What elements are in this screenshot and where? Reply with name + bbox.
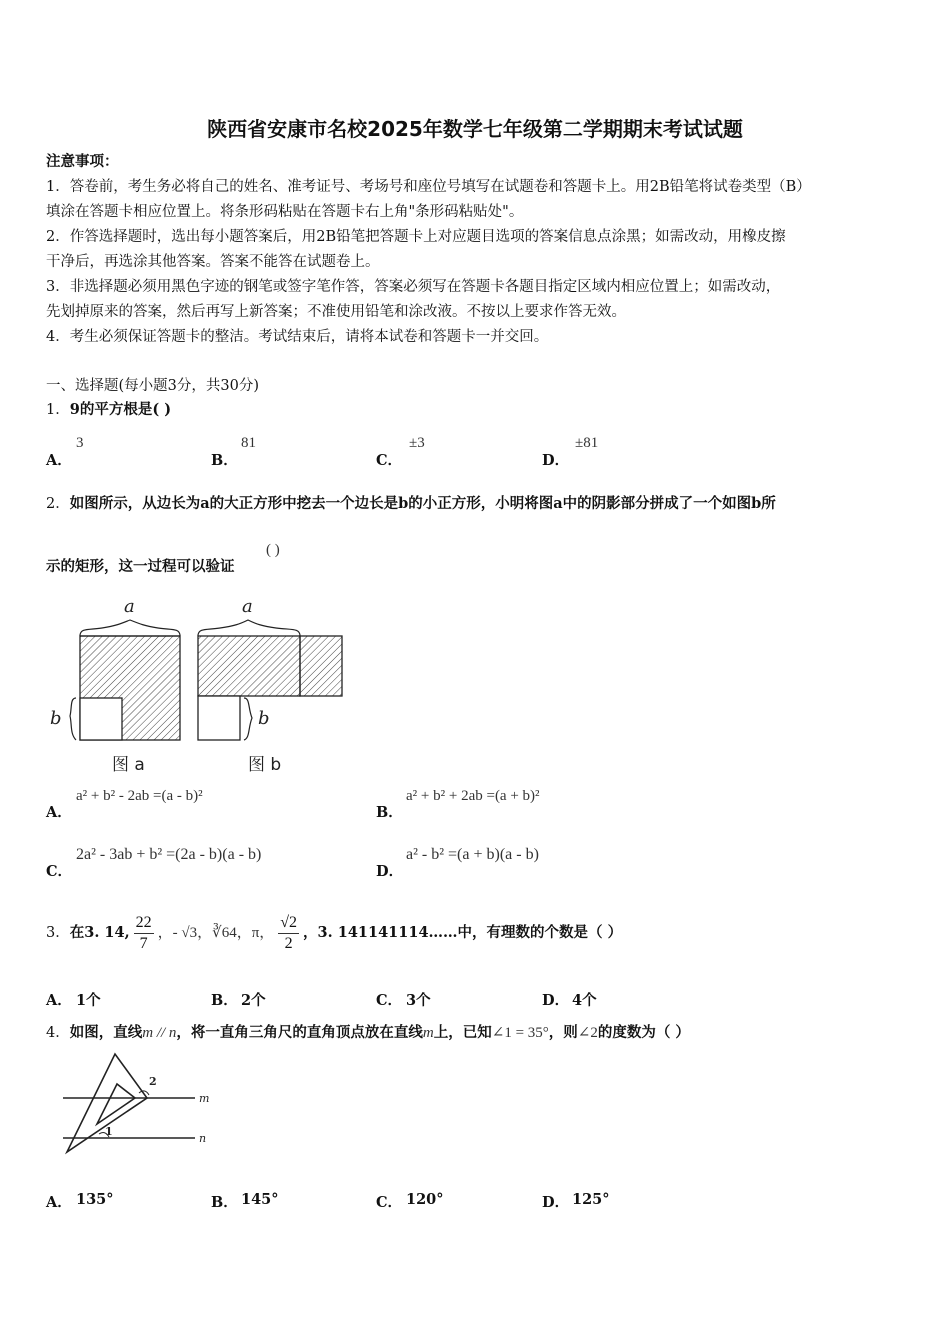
notice-line: 1．答卷前，考生务必将自己的姓名、准考证号、考场号和座位号填写在试题卷和答题卡上。用2B铅笔将试卷类型（B） (46, 179, 811, 195)
option-label: B． (211, 1194, 238, 1211)
option-c: ±3 (409, 435, 425, 451)
fraction-sqrt2-2: $\frac{√2}{2}$ (280, 913, 298, 952)
notice-line: 干净后，再选涂其他答案。答案不能答在试题卷上。 (46, 254, 380, 270)
question-stem: 9的平方根是( ) (69, 401, 172, 418)
math-m-parallel-n: m // n (142, 1025, 177, 1041)
label-b: b (50, 708, 62, 729)
section-heading: 一、选择题(每小题3分，共30分) (46, 378, 259, 394)
option-label: D． (542, 992, 570, 1009)
question-number: 4． (46, 1025, 70, 1041)
option-b: 2个 (241, 992, 266, 1009)
option-a: 3 (76, 435, 84, 451)
option-label: A． (46, 1194, 72, 1211)
angle-label-2: 2 (149, 1075, 157, 1088)
option-label: A． (46, 804, 72, 821)
option-d: a² - b² =(a + b)(a - b) (406, 846, 539, 863)
question-2 (46, 494, 776, 514)
option-label: D． (542, 452, 570, 469)
option-label: D． (542, 1194, 570, 1211)
option-label: B． (376, 804, 403, 821)
notice-line: 先划掉原来的答案，然后再写上新答案；不准使用铅笔和涂改液。不按以上要求作答无效。 (46, 304, 626, 320)
notice-line: 填涂在答题卡相应位置上。将条形码粘贴在答题卡右上角"条形码粘贴处"。 (46, 204, 524, 220)
question-stem: 如图所示，从边长为a的大正方形中挖去一个边长是b的小正方形，小明将图a中的阴影部分拼成了一个如图b所 (69, 495, 776, 512)
option-a: 1个 (76, 992, 101, 1009)
option-d: 125° (572, 1191, 610, 1208)
question-stem: 在3. 14, (69, 924, 130, 941)
fraction-22-7: $\frac{22}{7}$ (135, 913, 152, 952)
figure-caption-b: 图 b (248, 755, 282, 775)
notice-line: 4．考生必须保证答题卡的整洁。考试结束后，请将本试卷和答题卡一并交回。 (46, 329, 549, 345)
option-a: 135° (76, 1191, 114, 1208)
notice-line: 3．非选择题必须用黑色字迹的钢笔或签字笔作答，答案必须写在答题卡各题目指定区域内相应位置上；如需改动， (46, 279, 781, 295)
label-a: a (124, 596, 135, 617)
option-b: 145° (241, 1191, 279, 1208)
option-label: C． (376, 452, 403, 469)
option-label: B． (211, 452, 238, 469)
option-c: 2a² - 3ab + b² =(2a - b)(a - b) (76, 846, 262, 863)
math-angle-2: ∠2 (577, 1025, 598, 1041)
math-m: m (422, 1025, 434, 1041)
option-label: C． (376, 992, 403, 1009)
math-angle-1: ∠1 = 35° (491, 1025, 549, 1041)
square-figure (40, 592, 360, 782)
option-c: 120° (406, 1191, 444, 1208)
line-label-m: m (199, 1092, 210, 1105)
angle-label-1: 1 (105, 1125, 113, 1138)
question-stem-cont: 示的矩形，这一过程可以验证 (46, 558, 235, 575)
math-expression: ，- √3，∛64，π， (157, 925, 275, 941)
question-number: 2． (46, 496, 70, 512)
option-d: ±81 (575, 435, 599, 451)
notice-heading: 注意事项： (46, 153, 119, 170)
figure-caption-a: 图 a (112, 755, 145, 775)
question-4: 4．如图，直线m // n，将一直角三角尺的直角顶点放在直线m上，已知∠1 = 35°，则∠2的度数为（ ） (46, 1024, 690, 1041)
question-1 (46, 400, 171, 420)
option-d: 4个 (572, 992, 597, 1009)
triangle-figure (55, 1048, 225, 1160)
option-a: a² + b² - 2ab =(a - b)² (76, 788, 203, 804)
notice-line: 2．作答选择题时，选出每小题答案后，用2B铅笔把答题卡上对应题目选项的答案信息点涂黑；如需改动，用橡皮擦 (46, 229, 786, 245)
answer-paren: ( ) (266, 542, 280, 558)
option-label: A． (46, 992, 72, 1009)
question-stem: ，3. 141141114……中，有理数的个数是（ ） (303, 924, 623, 941)
option-label: D． (376, 863, 404, 880)
option-c: 3个 (406, 992, 431, 1009)
line-label-n: n (199, 1132, 207, 1145)
label-b: b (258, 708, 270, 729)
option-b: 81 (241, 435, 256, 451)
option-label: C． (376, 1194, 403, 1211)
option-label: A． (46, 452, 72, 469)
option-b: a² + b² + 2ab =(a + b)² (406, 788, 540, 804)
option-label: B． (211, 992, 238, 1009)
option-label: C． (46, 863, 73, 880)
question-number: 3． (46, 925, 70, 941)
question-number: 1． (46, 402, 70, 418)
page-title: 陕西省安康市名校2025年数学七年级第二学期期末考试试题 (207, 117, 743, 141)
question-3 (46, 905, 622, 961)
label-a: a (242, 596, 253, 617)
